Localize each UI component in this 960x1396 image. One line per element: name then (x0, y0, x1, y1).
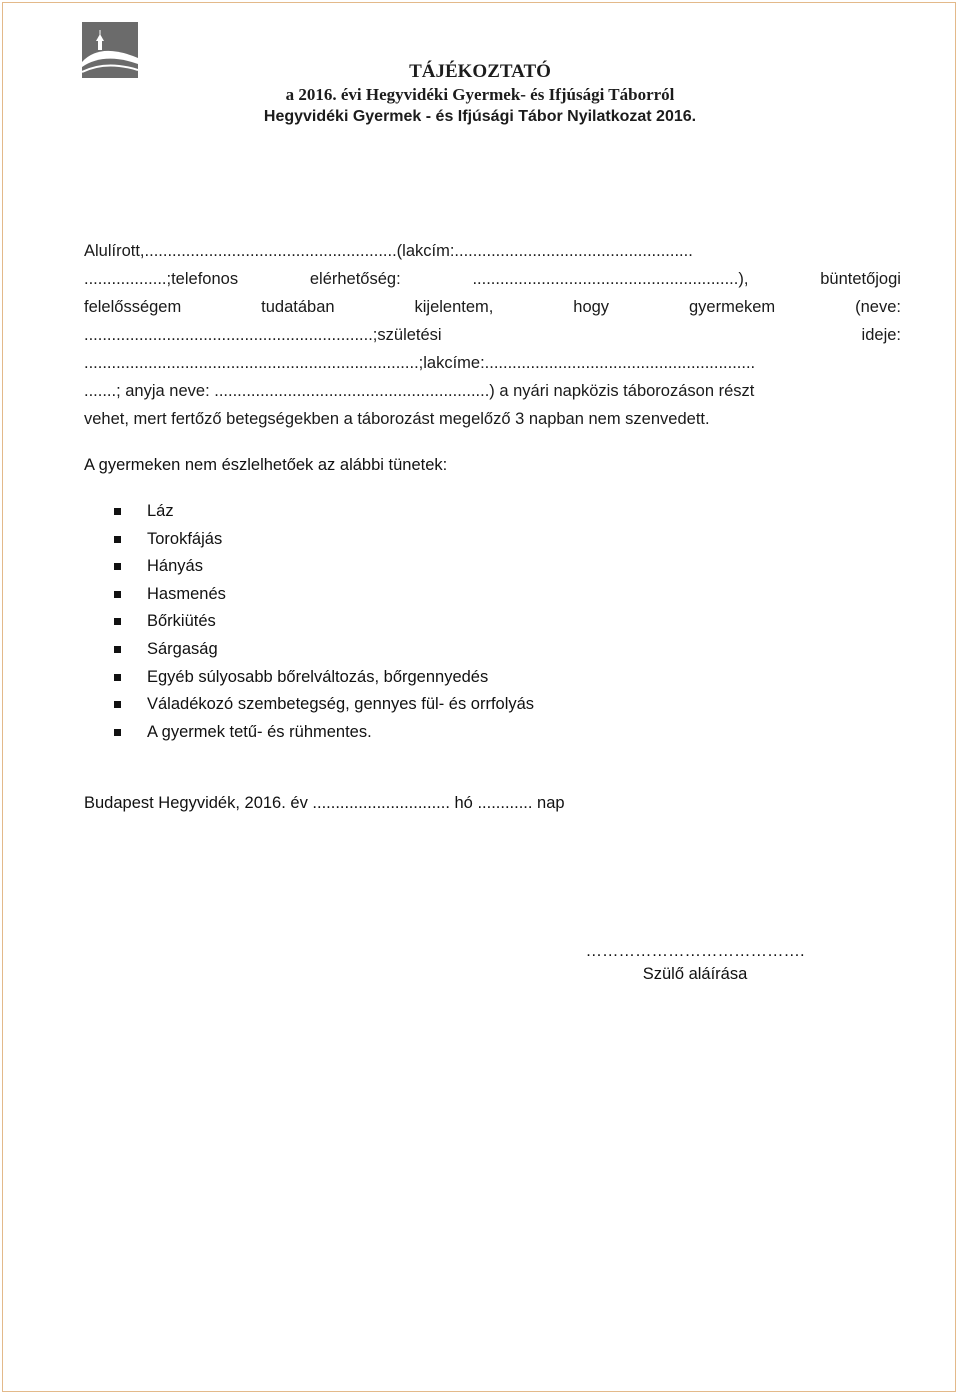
square-bullet-icon (114, 618, 121, 625)
square-bullet-icon (114, 701, 121, 708)
declaration-text: .........................................................................;lakcíme:........................................................... (84, 354, 756, 372)
symptom-label: Bőrkiütés (147, 612, 216, 631)
square-bullet-icon (114, 508, 121, 515)
declaration-line (84, 326, 901, 348)
declaration-line (84, 242, 901, 264)
symptom-item (110, 691, 534, 719)
symptom-label: Hányás (147, 557, 203, 576)
square-bullet-icon (114, 536, 121, 543)
declaration-text: gyermekem (688, 298, 776, 316)
signature-block (570, 940, 820, 986)
declaration-line (84, 298, 901, 320)
document-header (0, 60, 960, 128)
symptom-item (110, 664, 534, 692)
form-title: Hegyvidéki Gyermek - és Ifjúsági Tábor Nyilatkozat 2016. (263, 108, 697, 125)
declaration-text: ..................;telefonos (84, 270, 239, 288)
symptom-label: Egyéb súlyosabb bőrelváltozás, bőrgennyedés (147, 667, 489, 686)
declaration-text: hogy (573, 298, 610, 316)
symptom-item (110, 498, 534, 526)
symptom-item (110, 526, 534, 554)
declaration-text: ideje: (861, 326, 901, 344)
declaration-line (84, 354, 901, 376)
declaration-text: elérhetőség: (309, 270, 401, 288)
symptom-item (110, 719, 534, 747)
symptom-item (110, 581, 534, 609)
symptom-label: Váladékozó szembetegség, gennyes fül- és orrfolyás (147, 695, 535, 714)
document-title: TÁJÉKOZTATÓ (409, 61, 551, 82)
declaration-text: felelősségem (84, 298, 182, 316)
declaration-text: ..........................................................), (472, 270, 749, 288)
declaration-line (84, 270, 901, 292)
square-bullet-icon (114, 729, 121, 736)
symptom-item (110, 636, 534, 664)
document-subtitle: a 2016. évi Hegyvidéki Gyermek- és Ifjúsági Táborról (285, 85, 675, 104)
symptom-label: A gyermek tetű- és rühmentes. (147, 722, 372, 741)
declaration-text: vehet, mert fertőző betegségekben a táborozást megelőző 3 napban nem szenvedett. (84, 410, 710, 428)
declaration-text: kijelentem, (414, 298, 494, 316)
date-line: Budapest Hegyvidék, 2016. év .............................. hó ............ nap (84, 794, 565, 812)
symptom-label: Sárgaság (147, 639, 218, 658)
symptom-item (110, 553, 534, 581)
square-bullet-icon (114, 646, 121, 653)
signature-label: Szülő aláírása (642, 965, 748, 983)
declaration-text: büntetőjogi (820, 270, 901, 288)
square-bullet-icon (114, 591, 121, 598)
declaration-text: ...............................................................;születési (84, 326, 442, 344)
declaration-text: tudatában (261, 298, 335, 316)
declaration-text: Alulírott,.......................................................(lakcím:.................................................... (84, 242, 693, 260)
symptom-label: Hasmenés (147, 584, 226, 603)
signature-line: …………………………………. (585, 942, 805, 960)
square-bullet-icon (114, 674, 121, 681)
declaration-line (84, 410, 901, 432)
symptom-label: Torokfájás (147, 529, 223, 548)
declaration-text: .......; anyja neve: ............................................................) a nyári napközis táborozáson részt (84, 382, 755, 400)
symptoms-intro: A gyermeken nem észlelhetőek az alábbi tünetek: (84, 456, 448, 474)
declaration-text: (neve: (855, 298, 901, 316)
square-bullet-icon (114, 563, 121, 570)
symptom-item (110, 608, 534, 636)
symptom-label: Láz (147, 502, 174, 520)
symptom-list (110, 498, 534, 746)
declaration-line (84, 382, 901, 404)
